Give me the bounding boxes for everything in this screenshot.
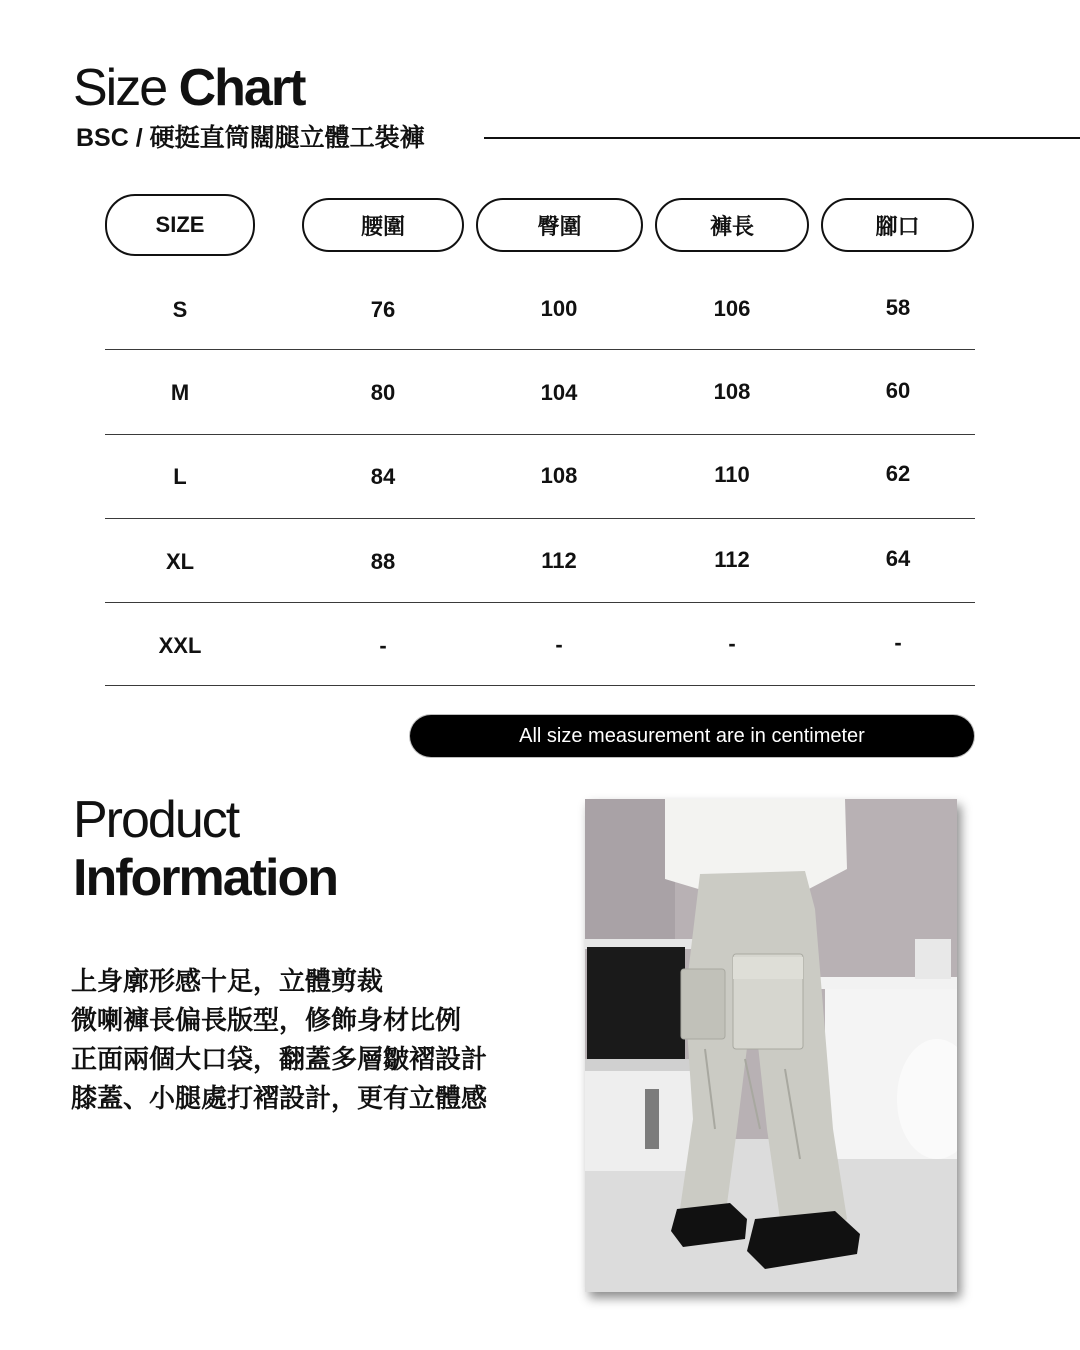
row-divider bbox=[105, 434, 975, 435]
table-cell-waist: - bbox=[379, 633, 387, 658]
table-cell-waist: 88 bbox=[370, 549, 396, 574]
column-header-hem: 腳口 bbox=[821, 198, 974, 252]
product-photo bbox=[585, 799, 957, 1292]
table-cell-waist: 80 bbox=[370, 380, 396, 405]
table-cell-length: 108 bbox=[713, 379, 751, 404]
title-light: Size bbox=[73, 59, 167, 117]
measurement-note: All size measurement are in centimeter bbox=[410, 715, 974, 757]
table-cell-waist: 84 bbox=[370, 464, 396, 489]
table-cell-size: L bbox=[173, 464, 187, 489]
row-divider bbox=[105, 602, 975, 603]
table-cell-hip: 108 bbox=[540, 463, 578, 488]
table-cell-hip: 100 bbox=[540, 296, 578, 321]
row-divider bbox=[105, 518, 975, 519]
row-divider bbox=[105, 349, 975, 350]
title-bold: Chart bbox=[178, 59, 305, 117]
description-line: 微喇褲長偏長版型，修飾身材比例 bbox=[71, 1005, 462, 1035]
product-subtitle: BSC / 硬挺直筒闊腿立體工裝褲 bbox=[76, 124, 425, 152]
table-cell-length: 110 bbox=[714, 462, 750, 487]
column-header-length: 褲長 bbox=[655, 198, 809, 252]
table-cell-size: M bbox=[170, 380, 190, 405]
table-cell-hem: 60 bbox=[885, 378, 911, 403]
column-header-hip: 臀圍 bbox=[476, 198, 643, 252]
table-cell-hip: 104 bbox=[540, 380, 578, 405]
table-cell-length: 106 bbox=[713, 296, 751, 321]
table-cell-size: S bbox=[172, 297, 188, 322]
table-cell-size: XXL bbox=[158, 633, 202, 658]
table-cell-size: XL bbox=[165, 549, 195, 574]
table-cell-hem: 62 bbox=[885, 461, 911, 486]
page-title bbox=[73, 59, 305, 117]
table-cell-hem: 64 bbox=[885, 546, 911, 571]
table-cell-hem: - bbox=[894, 630, 902, 655]
table-cell-length: - bbox=[728, 631, 736, 656]
column-header-waist: 腰圍 bbox=[302, 198, 464, 252]
table-cell-hip: - bbox=[555, 632, 563, 657]
table-cell-length: 112 bbox=[714, 547, 750, 572]
row-divider bbox=[105, 685, 975, 686]
subtitle-divider bbox=[484, 137, 1080, 139]
table-cell-waist: 76 bbox=[370, 297, 396, 322]
table-cell-hem: 58 bbox=[885, 295, 911, 320]
product-description bbox=[71, 962, 487, 1118]
section-title-light: Product bbox=[73, 791, 239, 849]
section-title-bold: Information bbox=[73, 849, 337, 907]
column-header-size: SIZE bbox=[105, 194, 255, 256]
description-line: 正面兩個大口袋，翻蓋多層皺褶設計 bbox=[71, 1044, 488, 1074]
description-line: 上身廓形感十足，立體剪裁 bbox=[71, 966, 384, 996]
description-line: 膝蓋、小腿處打褶設計，更有立體感 bbox=[71, 1083, 488, 1113]
table-cell-hip: 112 bbox=[541, 548, 577, 573]
